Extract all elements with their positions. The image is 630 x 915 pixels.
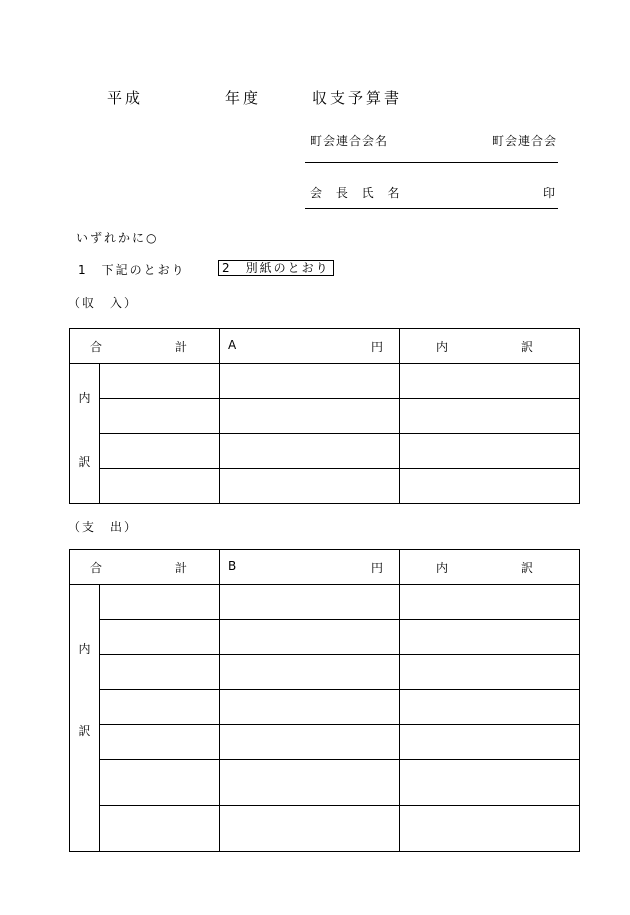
expense-total-amount-cell [220, 550, 400, 585]
income-total-amount-cell [220, 329, 400, 364]
expense-note-cell[interactable] [400, 585, 580, 620]
expense-amount-cell[interactable] [220, 620, 400, 655]
table-row [70, 620, 580, 655]
table-row [70, 469, 580, 504]
income-total-label-cell: 合 計 [70, 329, 220, 364]
expense-amount-cell[interactable] [220, 760, 400, 806]
income-note-cell[interactable] [400, 469, 580, 504]
table-row [70, 760, 580, 806]
association-name-underline [305, 162, 558, 163]
income-amount-code: A [228, 337, 237, 352]
document-title: 収支予算書 [312, 89, 403, 107]
expense-breakdown-header: 内 訳 [400, 550, 580, 585]
expense-section-label: （支 出） [68, 520, 139, 534]
income-item-cell[interactable] [100, 399, 220, 434]
table-row [70, 690, 580, 725]
expense-amount-cell[interactable] [220, 585, 400, 620]
association-name-value: 町会連合会 [491, 134, 557, 148]
president-name-underline [305, 208, 558, 209]
expense-note-cell[interactable] [400, 620, 580, 655]
income-section-label: （収 入） [68, 296, 139, 310]
income-item-cell[interactable] [100, 434, 220, 469]
income-item-cell[interactable] [100, 469, 220, 504]
president-name-label: 会 長 氏 名 [310, 186, 405, 200]
expense-note-cell[interactable] [400, 690, 580, 725]
era-label: 平成 [107, 89, 144, 107]
income-note-cell[interactable] [400, 434, 580, 469]
expense-item-cell[interactable] [100, 690, 220, 725]
table-row [70, 585, 580, 620]
association-name-label: 町会連合会名 [310, 134, 389, 148]
table-row [70, 399, 580, 434]
income-note-cell[interactable] [400, 399, 580, 434]
expense-side-label: 内 訳 [70, 585, 100, 852]
expense-yen-unit: 円 [370, 560, 383, 575]
choice-instruction: いずれかに○ [76, 231, 159, 245]
expense-table [69, 549, 580, 852]
expense-total-row [70, 550, 580, 585]
income-note-cell[interactable] [400, 364, 580, 399]
expense-item-cell[interactable] [100, 806, 220, 852]
expense-amount-code: B [228, 558, 237, 573]
expense-note-cell[interactable] [400, 806, 580, 852]
expense-item-cell[interactable] [100, 655, 220, 690]
expense-note-cell[interactable] [400, 725, 580, 760]
expense-amount-cell[interactable] [220, 725, 400, 760]
fiscal-year-label: 年度 [225, 89, 262, 107]
expense-amount-cell[interactable] [220, 806, 400, 852]
income-table [69, 328, 580, 504]
expense-note-cell[interactable] [400, 655, 580, 690]
option-below: 1 下記のとおり [78, 263, 186, 277]
seal-mark: 印 [542, 186, 557, 200]
option-separate-sheet: 2 別紙のとおり [218, 260, 334, 276]
expense-item-cell[interactable] [100, 760, 220, 806]
income-side-label: 内 訳 [70, 364, 100, 504]
income-breakdown-header: 内 訳 [400, 329, 580, 364]
income-amount-cell[interactable] [220, 434, 400, 469]
income-total-row [70, 329, 580, 364]
expense-total-label-cell: 合 計 [70, 550, 220, 585]
table-row [70, 655, 580, 690]
expense-amount-cell[interactable] [220, 655, 400, 690]
expense-item-cell[interactable] [100, 585, 220, 620]
income-amount-cell[interactable] [220, 469, 400, 504]
table-row [70, 364, 580, 399]
table-row [70, 434, 580, 469]
table-row [70, 806, 580, 852]
expense-note-cell[interactable] [400, 760, 580, 806]
income-amount-cell[interactable] [220, 399, 400, 434]
income-item-cell[interactable] [100, 364, 220, 399]
expense-item-cell[interactable] [100, 620, 220, 655]
table-row [70, 725, 580, 760]
income-yen-unit: 円 [370, 339, 383, 354]
income-amount-cell[interactable] [220, 364, 400, 399]
expense-amount-cell[interactable] [220, 690, 400, 725]
expense-item-cell[interactable] [100, 725, 220, 760]
